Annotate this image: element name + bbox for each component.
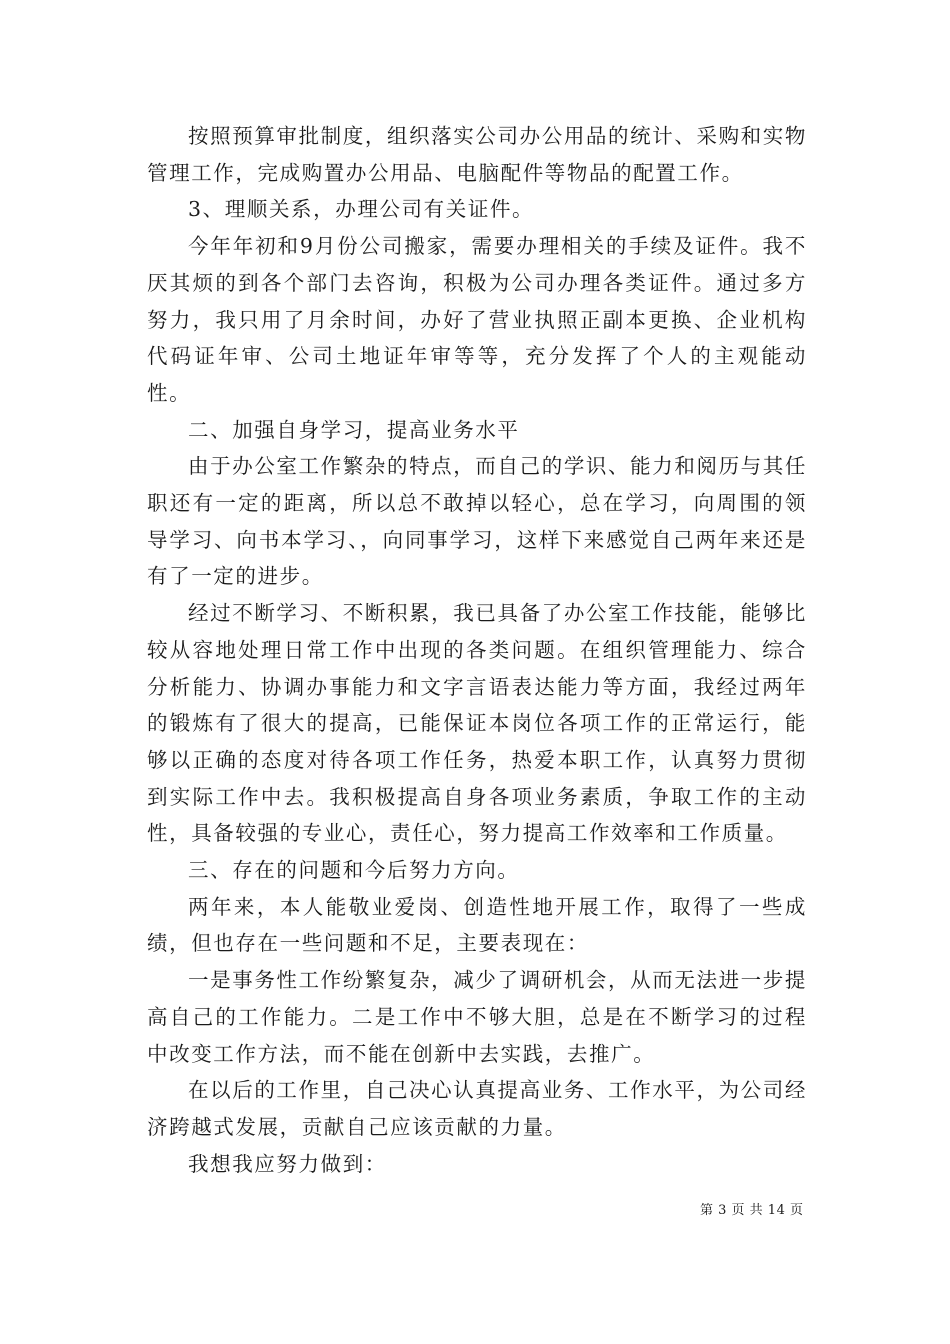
paragraph-procurement: 按照预算审批制度，组织落实公司办公用品的统计、采购和实物管理工作，完成购置办公用品、电脑配件等物品的配置工作。 (147, 124, 807, 185)
paragraph-achievements: 两年来，本人能敬业爱岗、创造性地开展工作，取得了一些成绩，但也存在一些问题和不足，主要表现在： (147, 894, 807, 956)
paragraph-relocation: 今年年初和9月份公司搬家，需要办理相关的手续及证件。我不厌其烦的到各个部门去咨询，积极为公司办理各类证件。通过多方努力，我只用了月余时间，办好了营业执照正副本更换、企业机构代码证年审、公司土地证年审等等，充分发挥了个人的主观能动性。 (147, 234, 807, 405)
paragraph-goals-intro: 我想我应努力做到： (188, 1151, 387, 1176)
document-body (147, 118, 807, 1182)
paragraph-learning: 由于办公室工作繁杂的特点，而自己的学识、能力和阅历与其任职还有一定的距离，所以总不敢掉以轻心，总在学习，向周围的领导学习、向书本学习、，向同事学习，这样下来感觉自己两年来还是有了一定的进步。 (147, 454, 807, 589)
paragraph-heading-problems: 三、存在的问题和今后努力方向。 (188, 858, 520, 883)
paragraph-shortcomings: 一是事务性工作纷繁复杂，减少了调研机会，从而无法进一步提高自己的工作能力。二是工作中不够大胆，总是在不断学习的过程中改变工作方法，而不能在创新中去实践，去推广。 (147, 968, 807, 1066)
paragraph-heading-study: 二、加强自身学习，提高业务水平 (188, 417, 520, 442)
paragraph-resolution: 在以后的工作里，自己决心认真提高业务、工作水平，为公司经济跨越式发展，贡献自己应该贡献的力量。 (147, 1078, 807, 1139)
paragraph-heading-certificates: 3、理顺关系，办理公司有关证件。 (188, 197, 535, 222)
page-number-footer: 第 3 页 共 14 页 (700, 1203, 804, 1218)
paragraph-skills: 经过不断学习、不断积累，我已具备了办公室工作技能，能够比较从容地处理日常工作中出现的各类问题。在组织管理能力、综合分析能力、协调办事能力和文字言语表达能力等方面，我经过两年的锻炼有了很大的提高，已能保证本岗位各项工作的正常运行，能够以正确的态度对待各项工作任务，热爱本职工作，认真努力贯彻到实际工作中去。我积极提高自身各项业务素质，争取工作的主动性，具备较强的专业心，责任心，努力提高工作效率和工作质量。 (147, 601, 807, 846)
